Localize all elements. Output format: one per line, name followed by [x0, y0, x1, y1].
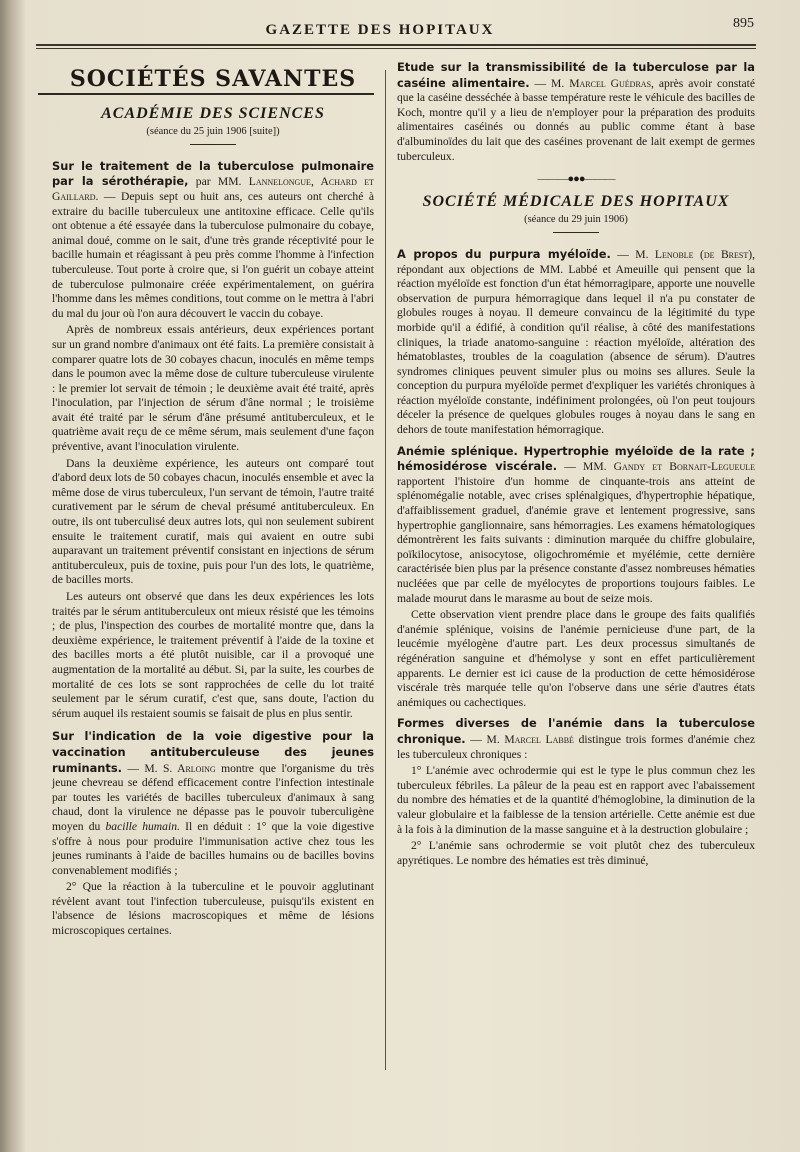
article-authors: Lannelongue, Achard et Gaillard.: [52, 175, 374, 203]
paragraph: 2° L'anémie sans ochrodermie se voit plutôt chez des tuberculeux apyrétiques. Le nombre des hématies est très diminué,: [397, 839, 755, 867]
article-title: Sur le traitement de la tuberculose pulmonaire par la sérothérapie,: [52, 158, 374, 189]
seance-date: (séance du 29 juin 1906): [524, 214, 628, 226]
header-rule: [36, 44, 756, 46]
article-authors: — M. Lenoble (de Brest),: [617, 247, 756, 261]
article-title: Etude sur la transmissibilité de la tuberculose par la caséine alimentaire.: [397, 60, 755, 90]
ornament-divider: ———●●●———: [537, 173, 615, 186]
paragraph: Il en déduit : 1° que la voie digestive s'offre à nous pour produire l'immunisation active chez tous les jeunes ruminants à l'aide de bacilles humains ou de bacilles bovins convenablement modifiés ;: [52, 819, 374, 877]
paragraph: montre que l'organisme du très jeune chevreau se défend efficacement contre l'infection intestinale par toutes les variétés de bacilles tuberculeux d'animaux à sang chaud, dont la virulence ne dépasse pas le pouvoir tuberculigène moyen du: [52, 761, 375, 833]
article-title: Anémie splénique. Hypertrophie myéloïde de la rate ; hémosidérose viscérale.: [397, 443, 755, 474]
paragraph: 2° Que la réaction à la tuberculine et le pouvoir agglutinant révèlent avant tout l'infection tuberculeuse, puisqu'ils existent en l'absence de lésions macroscopiques et même de lésions microscopiques certaines.: [52, 880, 374, 938]
paragraph: distingue trois formes d'anémie chez les tuberculeux chroniques :: [397, 732, 755, 761]
paragraph: rapportent l'histoire d'un homme de cinquante-trois ans atteint de splénomégalie notable, avec crises splénalgiques, d'hypertrophie hépatique, d'affaiblissement graduel, d'anémie grave et lentement progressive, sans hypertrophie ganglionnaire, sans hémorragies. Les examens hématologiques démontrèrent les faits suivants : diminution marquée du chiffre globulaire, poïkilocytose, anisocytose, oligochromémie et myélémie, cette dernière caractérisée bien plus par la présence constante d'assez nombreuses hématies nucléées que par celle de myélocytes de proportions toujours faibles. Le malade mourut dans le marasme au bout de seize mois.: [397, 474, 755, 605]
seance-date: (séance du 25 juin 1906 [suite]): [146, 126, 280, 138]
article-anemie-splenique: [397, 444, 755, 607]
short-rule: [553, 232, 599, 233]
article-authors: — M. S. Arloing: [127, 761, 216, 775]
paragraph: Les auteurs ont observé que dans les deux expériences les lots traités par le sérum antituberculeux ont mieux résisté que les témoins ; de plus, l'inspection des courbes de mortalité montre que, dans la deuxième expérience, le traitement préventif à l'aide de la toxine et des bacilles morts a été plutôt nuisible, car il a provoqué une augmentation de la mortalité au début. Si, par la suite, les courbes de mortalité de ces lots se sont rapprochées de celle du lot traité seulement par le sérum curatif, c'est que, sans doute, l'action du sérum auquel ils restaient soumis se faisait de plus en plus sentir.: [52, 590, 374, 720]
left-column: [52, 60, 374, 941]
article-title: Formes diverses de l'anémie dans la tuberculose chronique.: [397, 716, 755, 746]
header-rule-thin: [36, 48, 756, 49]
section-title: SOCIÉTÉS SAVANTES: [69, 66, 357, 92]
paragraph: Dans la deuxième expérience, les auteurs ont comparé tout d'abord deux lots de 50 cobayes chacun, inoculés ensemble et avec la même dose de virus tuberculeux, l'un servant de témoin, l'autre traité curativement par le sérum de cheval présumé antituberculeux. En outre, ils ont tuberculisé deux autres lots, qui non seulement subirent ensuite le traitement curatif, mais qui avaient en outre subi auparavant un traitement préventif consistant en injections de sérum antituberculeux, puis de toxine, puis pour l'un des lots, le quatrième, de bacilles morts.: [52, 456, 374, 587]
paragraph: 1° L'anémie avec ochrodermie qui est le type le plus commun chez les tuberculeux fébriles. La pâleur de la peau est en rapport avec l'abaissement du nombre des hématies et de la quantité d'hémoglobine, la diminution de la valeur globulaire et la faiblesse de la tension artérielle. Cette anémie est due à la fois à la diminution de la masse sanguine et à la destruction globulaire ;: [397, 764, 755, 836]
article-formes-anemie: [397, 716, 755, 762]
article-caseine: [397, 60, 755, 164]
running-title: GAZETTE DES HOPITAUX: [265, 22, 495, 38]
paragraph: Après de nombreux essais antérieurs, deux expériences portant sur un grand nombre d'animaux ont été faits. La première consistait à comparer quatre lots de 30 cobayes chacun, inoculés en même temps dans le poumon avec la même dose de culture tuberculeuse virulente : le premier lot servait de témoin ; le deuxième avait été traité, après l'inoculation, par l'injection de sérum d'âne normal ; le troisième avait été traité par le sérum d'âne présumé antituberculeux, et le quatrième avait reçu de ce même sérum, mais seulement d'une façon préventive, avant l'inoculation virulente.: [52, 323, 374, 454]
paragraph: — Depuis sept ou huit ans, ces auteurs ont cherché à extraire du bacille tuberculeux une antitoxine efficace. Celle qu'ils ont obtenue a été essayée dans la tuberculose pulmonaire du cobaye, animal doué, comme on le sait, d'une très grande réceptivité pour le bacille humain et réagissant à peu près comme l'homme à l'infection tuberculeuse. Tout porte à croire que, si l'on guérit un cobaye atteint de tuberculose pulmonaire créée expérimentalement, on guérira l'homme dans les mêmes conditions, tout comme on le mettra à l'abri du mal du jour où l'on aura découvert le vaccin du cobaye.: [52, 189, 374, 320]
paragraph: répondant aux objections de MM. Labbé et Ameuille qui pensent que la réaction myéloïde est fonction d'un état hémorragipare, apporte une nouvelle observation de purpura hémorragique dans lequel il n'a pu constater de globules rouges à noyau. Il demeure convaincu de la légitimité du type morbide qu'il a édifié, à condition qu'il réalise, à côté des manifestations cliniques, la triade anatomo-sanguine : réaction myéloïde, altération des hématoblastes, troubles de la coagulation (absence de sérum). D'autres syndromes cliniques peuvent simuler plus ou moins ses allures. Seule la conception du purpura myéloïde permet d'expliquer les variétés chroniques à réaction myéloïde constante, indéfiniment prolongées, où l'on peut toujours déceler la présence de quelques globules rouges à noyau dans le sang en dehors de toute manifestation hémorragique.: [397, 262, 755, 437]
article-authors: — MM. Gandy et Bornait-Legueule: [564, 460, 755, 474]
column-divider: [385, 70, 386, 1070]
short-rule: [190, 144, 236, 145]
article-authors: — M. Marcel Labbé: [470, 732, 574, 746]
article-voie-digestive: [52, 729, 374, 878]
paragraph: Cette observation vient prendre place dans le groupe des faits qualifiés d'anémie splénique, voisins de l'anémie pernicieuse d'une part, de la leucémie myélogène d'autre part. Les deux processus simultanés de régénération sanguine et d'hémolyse y sont en effet particulièrement apparents. Le dernier est ici cause de la production de cette hémosidérose viscérale très marquée telle qu'on l'observe dans une série d'autres états anémiques ou cachectiques.: [397, 608, 755, 709]
article-title: A propos du purpura myéloïde.: [397, 246, 611, 261]
paragraph: après avoir constaté que la caséine desséchée à basse température reste le véhicule des bacilles de Koch, montre qu'il y a lieu de n'employer pour la préparation des produits alimentaires caséinés ou donnés au public comme étant à base d'albuminoïdes du lait que des caséines provenant de lait exempt de germes tuberculeux.: [397, 76, 755, 163]
article-title: Sur l'indication de la voie digestive pour la vaccination antituberculeuse des jeunes ruminants.: [52, 729, 374, 775]
italic-term: bacille humain.: [105, 819, 180, 833]
society-title: SOCIÉTÉ MÉDICALE DES HOPITAUX: [422, 192, 730, 210]
article-tuberculose-serotherapie: [52, 159, 374, 322]
society-title: ACADÉMIE DES SCIENCES: [101, 104, 325, 122]
article-purpura: [397, 247, 755, 438]
page-number: 895: [733, 16, 754, 31]
article-authors: — M. Marcel Guédras,: [534, 76, 654, 90]
right-column: [397, 60, 755, 870]
section-rule: [38, 93, 374, 95]
article-authors-prefix: par MM.: [195, 175, 242, 189]
